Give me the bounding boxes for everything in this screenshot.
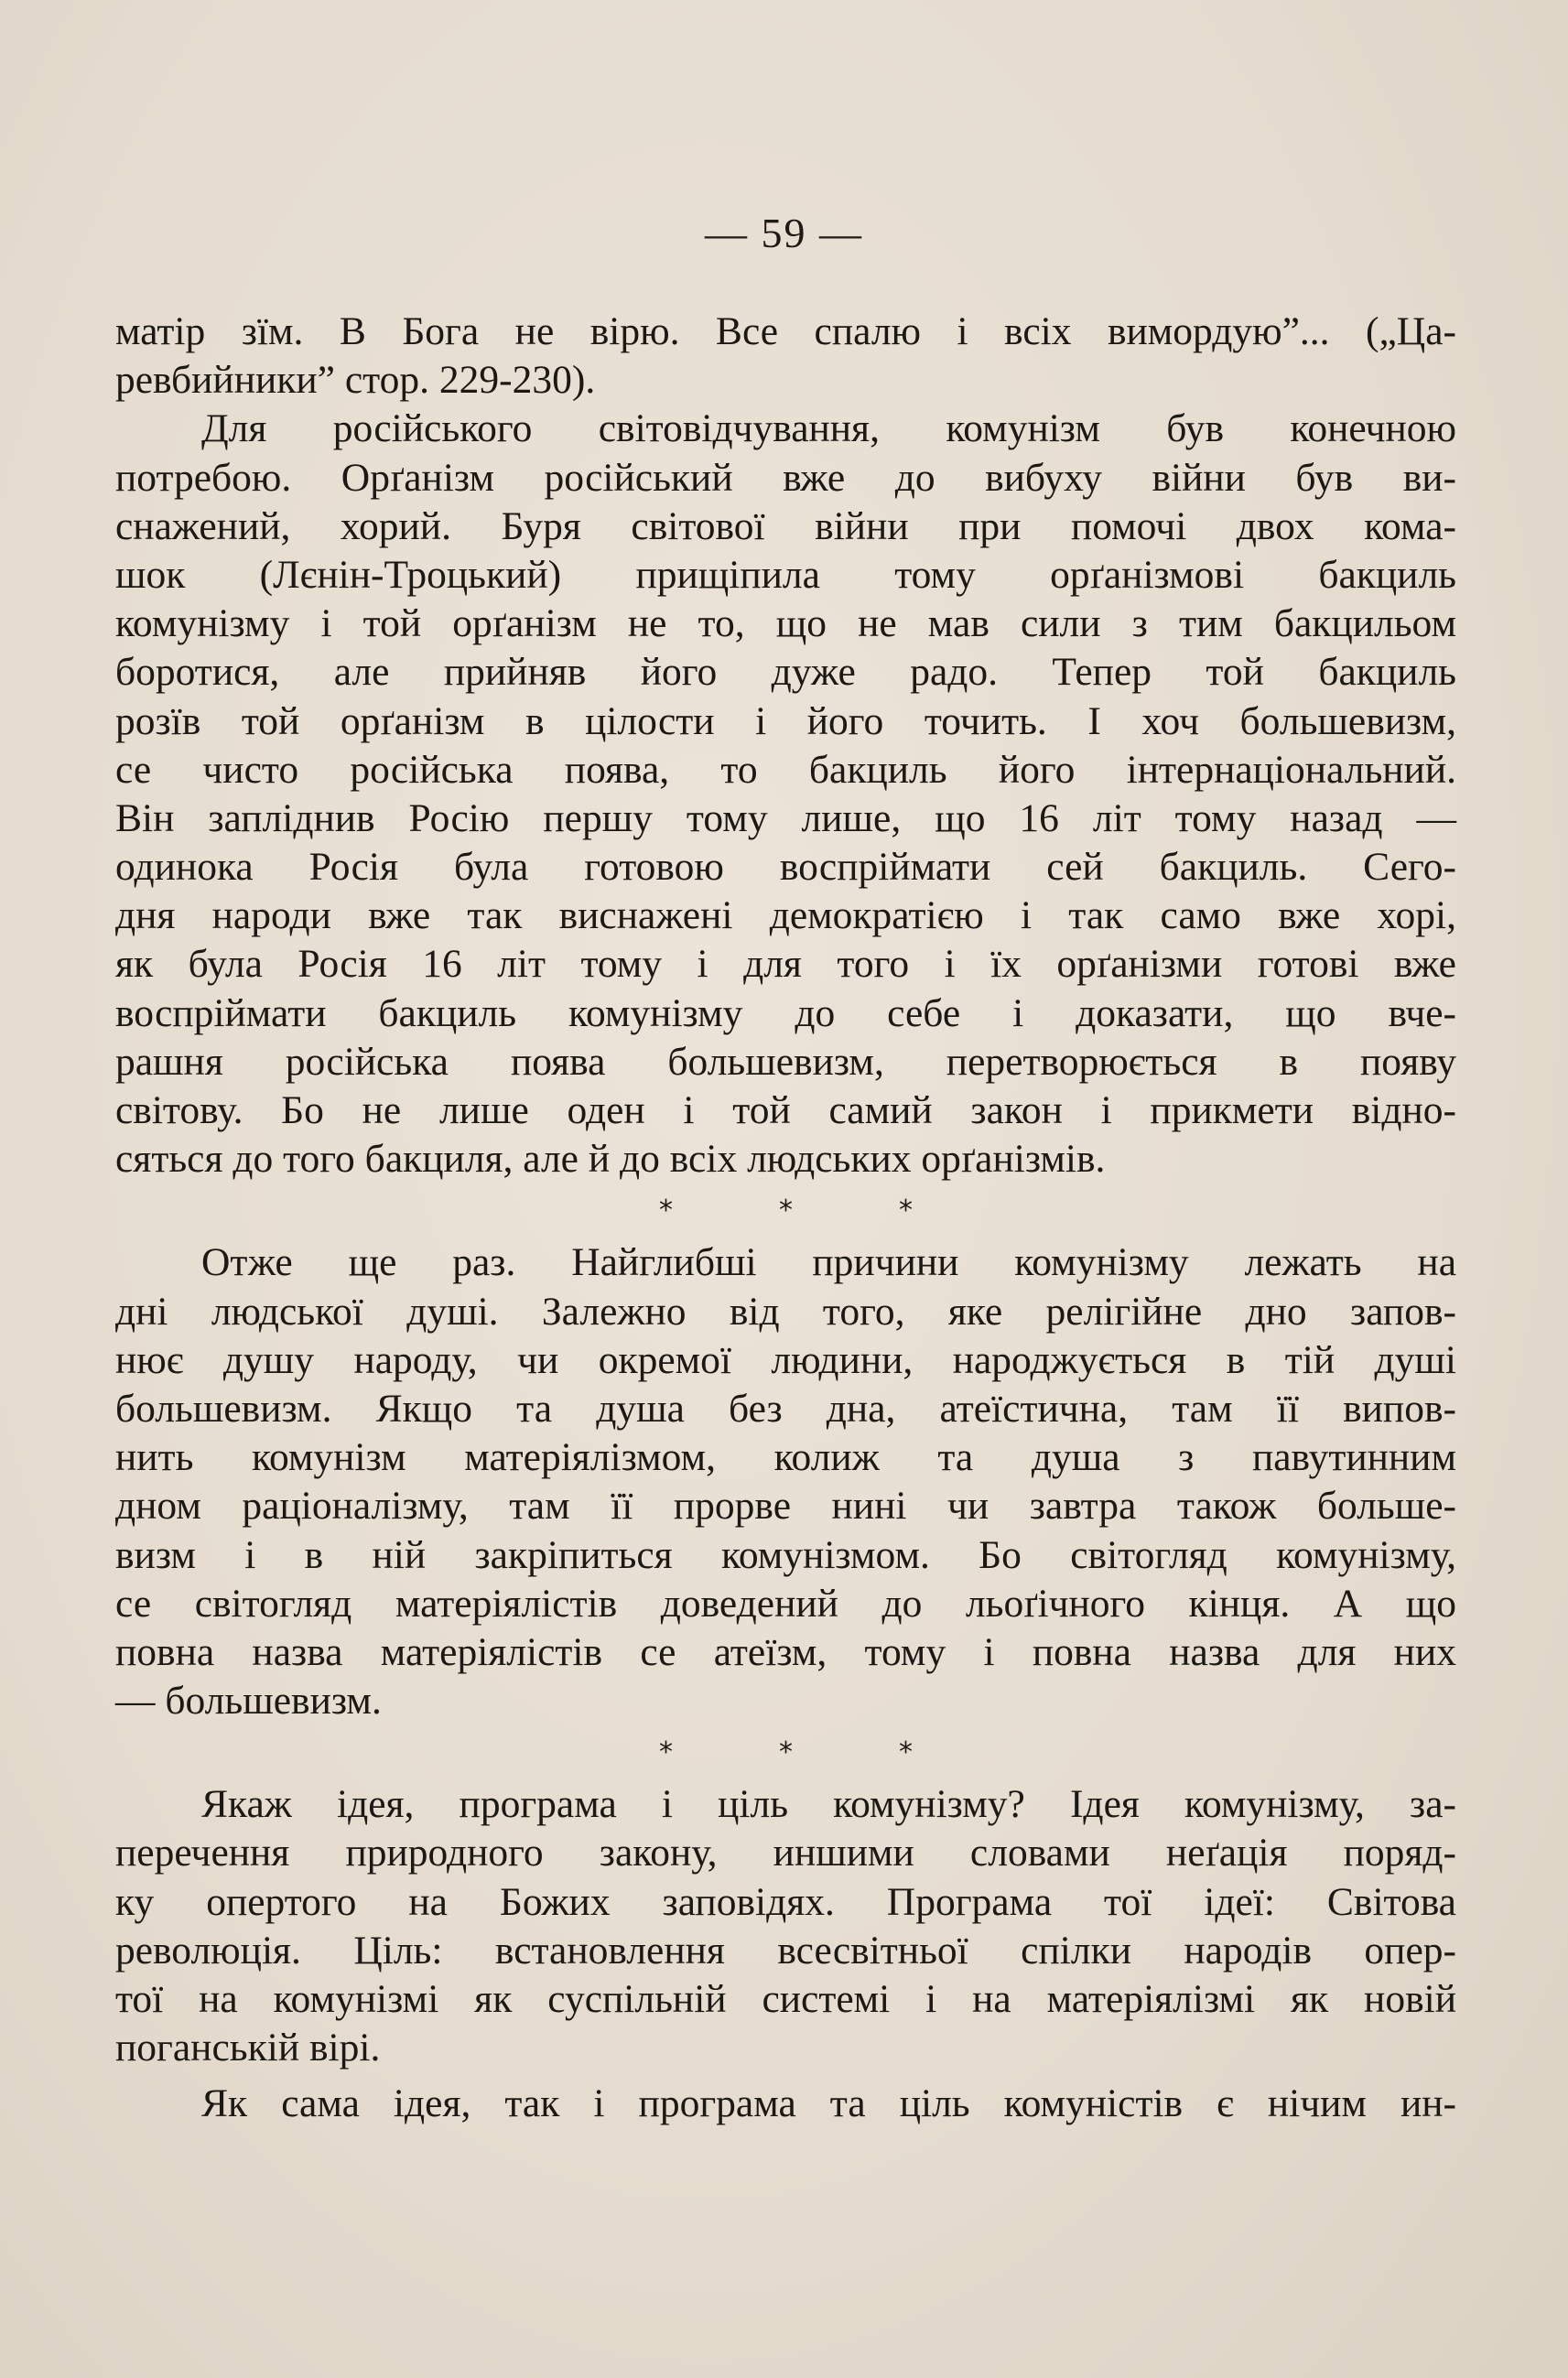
paragraph-5 xyxy=(115,2080,1456,2128)
section-separator xyxy=(115,1184,1456,1238)
section-separator xyxy=(115,1725,1456,1780)
paragraph-2 xyxy=(115,405,1456,1184)
paragraph-1 xyxy=(115,308,1456,405)
text-line: дні людської душі. Залежно від того, яке релігійне дно запов- xyxy=(115,1289,1456,1334)
text-line: Як сама ідея, так і програма та ціль комуністів є нічим ин- xyxy=(201,2081,1456,2126)
text-line: боротися, але прийняв його дуже радо. Тепер той бакциль xyxy=(115,650,1456,695)
text-line: — большевизм. xyxy=(115,1679,382,1724)
text-line: рашня російська поява большевизм, перетворюється в появу xyxy=(115,1039,1456,1084)
text-line: Для російського світовідчування, комунізм був конечною xyxy=(201,406,1456,451)
text-line: тої на комунізмі як суспільній системі і на матеріялізмі як новій xyxy=(115,1977,1456,2021)
text-line: Якаж ідея, програма і ціль комунізму? Ідея комунізму, за- xyxy=(201,1782,1456,1827)
separator-asterisk: * xyxy=(899,1736,913,1769)
text-line: потребою. Орґанізм російський вже до вибуху війни був ви- xyxy=(115,455,1456,500)
text-line: дня народи вже так виснажені демократією і так само вже хорі, xyxy=(115,893,1456,938)
text-line: шок (Лєнін-Троцький) прищіпила тому орґанізмові бакциль xyxy=(115,552,1456,597)
text-line: Він запліднив Росію першу тому лише, що 16 літ тому назад — xyxy=(115,795,1456,840)
text-line: революція. Ціль: встановлення всесвітньої спілки народів опер- xyxy=(115,1928,1456,1973)
text-line: ку опертого на Божих заповідях. Програма тої ідеї: Світова xyxy=(115,1879,1456,1924)
text-line: визм і в ній закріпиться комунізмом. Бо світогляд комунізму, xyxy=(115,1532,1456,1577)
body-text xyxy=(115,308,1456,2129)
text-line: се світогляд матеріялістів доведений до льоґічного кінця. А що xyxy=(115,1581,1456,1626)
separator-asterisk: * xyxy=(659,1736,673,1769)
text-line: як була Росія 16 літ тому і для того і їх орґанізми готові вже xyxy=(115,942,1456,987)
text-line: Отже ще раз. Найглибші причини комунізму лежать на xyxy=(201,1240,1456,1285)
text-line: комунізму і той орґанізм не то, що не мав сили з тим бакцильом xyxy=(115,601,1456,646)
text-line: ревбийники” стор. 229-230). xyxy=(115,358,596,403)
text-line: воспріймати бакциль комунізму до себе і доказати, що вче- xyxy=(115,990,1456,1035)
text-line: сяться до того бакциля, але й до всіх людських орґанізмів. xyxy=(115,1137,1106,1182)
text-line: одинока Росія була готовою воспріймати сей бакциль. Сего- xyxy=(115,845,1456,890)
text-line: нює душу народу, чи окремої людини, народжується в тій душі xyxy=(115,1337,1456,1382)
separator-asterisk: * xyxy=(659,1194,673,1227)
text-line: перечення природного закону, иншими словами неґація поряд- xyxy=(115,1831,1456,1875)
text-line: дном раціоналізму, там її прорве нині чи завтра також больше- xyxy=(115,1484,1456,1529)
text-line: повна назва матеріялістів се атеїзм, тому і повна назва для них xyxy=(115,1629,1456,1674)
text-line: снажений, хорий. Буря світової війни при помочі двох кома- xyxy=(115,503,1456,548)
text-line: поганській вірі. xyxy=(115,2026,381,2070)
paragraph-4 xyxy=(115,1780,1456,2072)
separator-asterisk: * xyxy=(779,1736,793,1769)
separator-asterisk: * xyxy=(899,1194,913,1227)
page-number: — 59 — xyxy=(705,210,863,256)
text-line: нить комунізм матеріялізмом, колиж та душа з павутинним xyxy=(115,1435,1456,1480)
text-line: матір зїм. В Бога не вірю. Все спалю і всіх вимордую”... („Ца- xyxy=(115,309,1456,353)
text-line: світову. Бо не лише оден і той самий закон і прикмети відно- xyxy=(115,1088,1456,1132)
text-line: большевизм. Якщо та душа без дна, атеїстична, там її випов- xyxy=(115,1386,1456,1431)
text-line: се чисто російська поява, то бакциль його інтернаціональний. xyxy=(115,747,1456,792)
paragraph-3 xyxy=(115,1238,1456,1725)
separator-asterisk: * xyxy=(779,1194,793,1227)
text-line: розїв той орґанізм в цілости і його точить. І хоч большевизм, xyxy=(115,698,1456,743)
